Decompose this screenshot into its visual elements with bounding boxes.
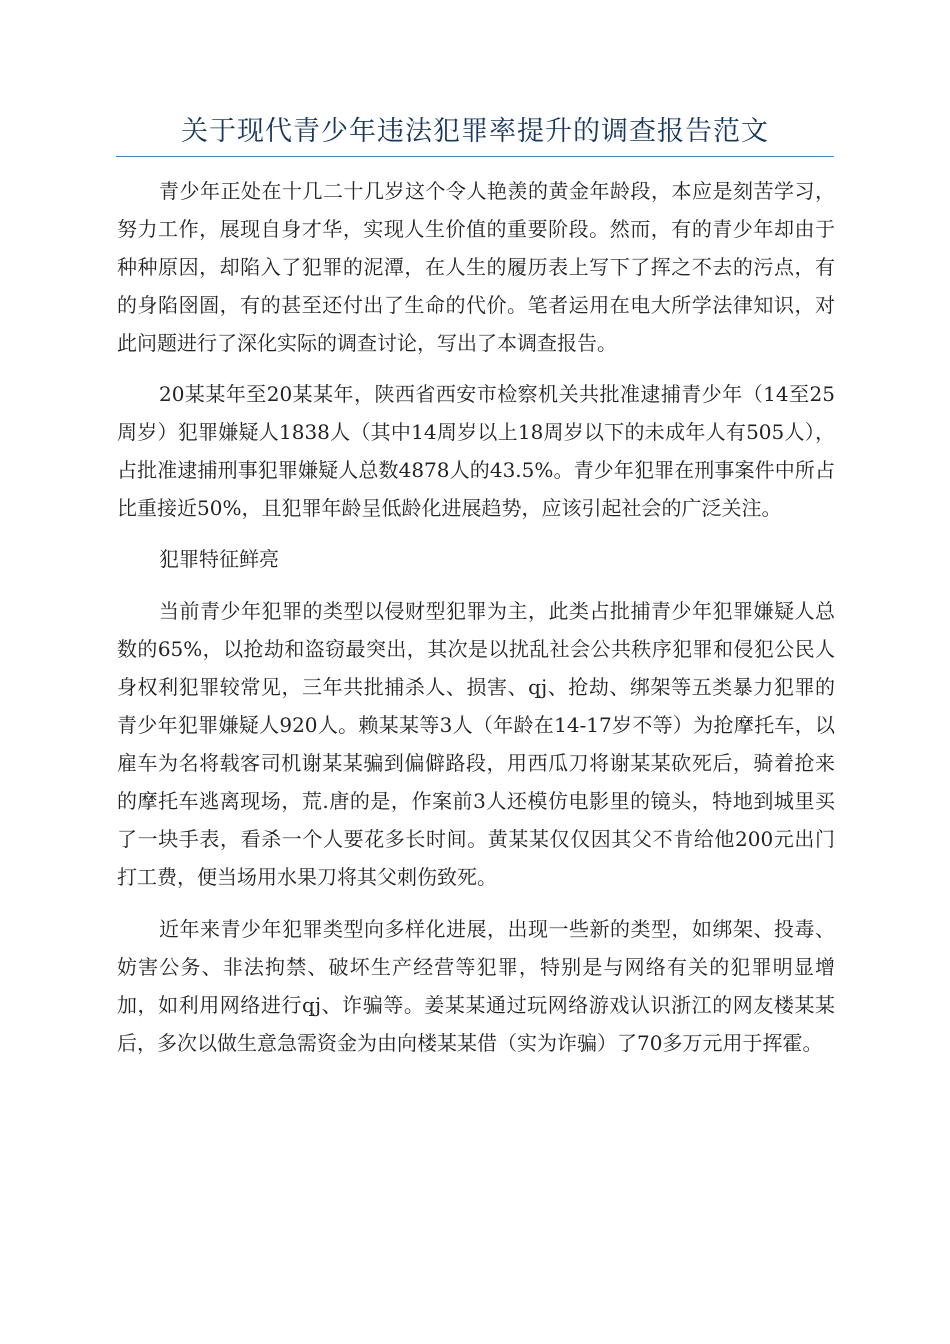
paragraph-diversification — [117, 910, 835, 1062]
text-line: 挥之不去的污点，有的身陷囹圄，有的甚至还付出了生命的代价。笔者运 — [117, 255, 836, 317]
text-line: 调查报告。 — [517, 331, 617, 355]
heading-text: 犯罪特征鲜亮 — [159, 547, 279, 571]
text-line: 近年来青少年犯罪类型向多样化进展，出现一些新的类型，如绑架、 — [159, 917, 774, 941]
document-body — [117, 172, 835, 1062]
text-line: 当前青少年犯罪的类型以侵财型犯罪为主，此类占批捕青少年犯罪嫌 — [159, 599, 774, 623]
text-line: （14至25周岁）犯罪嫌疑人1838人（其中14周岁以上18周岁以下的未 — [117, 382, 835, 444]
text-line: 14-17岁不等）为抢摩托车，以雇车为名将载客司机谢某某骗到偏僻路 — [117, 713, 835, 775]
text-line: 段，用西瓜刀将谢某某砍死后，骑着抢来的摩托车逃离现场，荒.唐的 — [117, 751, 835, 813]
text-line: 学习，努力工作，展现自身才华，实现人生价值的重要阶段。然而，有的 — [117, 179, 835, 241]
text-line: 和侵犯公民人身权利犯罪较常见，三年共批捕杀人、损害、qj、抢劫、绑 — [117, 637, 836, 699]
text-line: 架等五类暴力犯罪的青少年犯罪嫌疑人920人。赖某某等3人（年龄在 — [117, 675, 835, 737]
text-line: 浙江的网友楼某某后，多次以做生意急需资金为由向楼某某借（实为诈 — [117, 993, 836, 1055]
paragraph-intro — [117, 172, 835, 362]
text-line: 投毒、妨害公务、非法拘禁、破坏生产经营等犯罪，特别是与网络有关的 — [117, 917, 835, 979]
title-block — [116, 112, 834, 157]
text-line: 势，应该引起社会的广泛关注。 — [501, 496, 782, 520]
paragraph-statistics — [117, 375, 835, 527]
paragraph-characteristics — [117, 592, 835, 896]
text-line: 少年犯罪在刑事案件中所占比重接近50%，且犯罪年龄呈低龄化进展趋 — [117, 458, 835, 520]
document-title: 关于现代青少年违法犯罪率提升的调查报告范文 — [181, 116, 769, 147]
text-line: 犯罪明显增加，如利用网络进行qj、诈骗等。姜某某通过玩网络游戏认识 — [117, 955, 836, 1017]
text-line: 用在电大所学法律知识，对此问题进行了深化实际的调查讨论，写出了本 — [117, 293, 836, 355]
text-line: 骗）了70多万元用于挥霍。 — [577, 1031, 823, 1055]
text-line: 青少年正处在十几二十几岁这个令人艳羡的黄金年龄段，本应是刻苦 — [159, 179, 774, 203]
text-line: 成年人有505人），占批准逮捕刑事犯罪嫌疑人总数4878人的43.5%。青 — [117, 420, 835, 482]
text-line: 青少年却由于种种原因，却陷入了犯罪的泥潭，在人生的履历表上写下了 — [117, 217, 836, 279]
section-heading — [117, 540, 835, 578]
text-line: 20某某年至20某某年，陕西省西安市检察机关共批准逮捕青少年 — [159, 382, 743, 406]
text-line: 场用水果刀将其父刺伤致死。 — [237, 865, 497, 889]
text-line: 疑人总数的65%，以抢劫和盗窃最突出，其次是以扰乱社会公共秩序犯罪 — [117, 599, 835, 661]
text-line: 是，作案前3人还模仿电影里的镜头，特地到城里买了一块手表，看杀一 — [117, 789, 835, 851]
text-line: 个人要花多长时间。黄某某仅仅因其父不肯给他200元出门打工费，便当 — [117, 827, 835, 889]
